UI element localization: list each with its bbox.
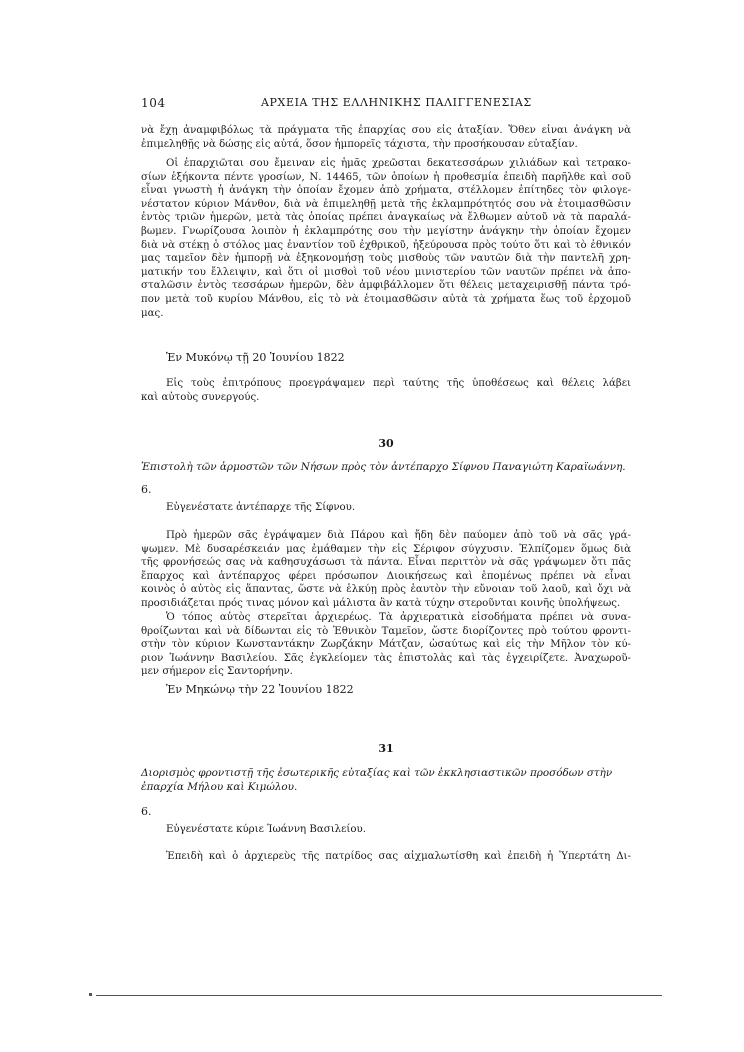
text-line: νὰ ἔχῃ ἀναμφιβόλως τὰ πράγματα τῆς ἐπαρχίας σου εἰς ἀταξίαν. Ὅθεν εἶναι ἀνάγκη νὰ [141, 125, 631, 136]
text-line: μας. [141, 307, 164, 319]
dateline-30 [141, 683, 631, 697]
document-title-31 [141, 766, 631, 793]
text-line: Εἰς τοὺς ἐπιτρόπους προεγράψαμεν περὶ ταύτης τῆς ὑποθέσεως καὶ θέλεις λάβει [166, 378, 631, 389]
salutation-text: Εὐγενέστατε ἀντέπαρχε τῆς Σίφνου. [166, 502, 356, 513]
source-ref-31: 6. [141, 805, 152, 818]
text-line: ἔπαρχος καὶ ἀντέπαρχος φέρει πρόσωπον Διοικήσεως καὶ ἑπομένως πρέπει νὰ εἶναι [141, 570, 631, 582]
text-line: ἐντὸς τριῶν ἡμερῶν, μετὰ τὰς ὁποίας πρέπει ἀναγκαίως νὰ ἔλθωμεν αὐτοῦ νὰ τὰ παραλά- [141, 212, 631, 224]
document-number-30: 30 [378, 437, 394, 450]
text-line: νέστατον κύριον Μάνθον, διὰ νὰ ἐπιμεληθῇ μετὰ τῆς ἐκλαμπρότητός σου νὰ ἑτοιμασθῶσιν [141, 198, 631, 210]
text-line: πον μετὰ τοῦ κυρίου Μάνθου, εἰς τὸ νὰ ἑτοιμασθῶσιν αὐτὰ τὰ χρήματα ἕως τοῦ ἐρχομοῦ [141, 293, 631, 305]
page-number: 104 [141, 96, 166, 110]
text-line: μεν σήμερον εἰς Σαντορήνην. [141, 666, 293, 678]
source-ref-30: 6. [141, 483, 152, 496]
text-line: προσιδιάζεται πρός τινας μόνον καὶ μάλιστα ἂν κατὰ τύχην στεροῦνται κοινῆς ὑπολήψεως. [141, 597, 621, 609]
note-paragraph [141, 377, 631, 404]
text-line: βωμεν. Γνωρίζουσα λοιπὸν ἡ ἐκλαμπρότης σου τὴν μεγίστην ἀνάγκην τὴν ὁποίαν ἔχομεν [141, 225, 631, 237]
text-line: θροίζωνται καὶ νὰ δίδωνται εἰς τὸ Ἐθνικὸν Ταμεῖον, ὥστε διορίζοντες πρὸ τούτου φροντι- [141, 625, 631, 637]
text-line: σίων ἑξήκοντα πέντε γροσίων, Ν. 14465, τῶν ὁποίων ἡ προθεσμία ἐπειδὴ παρῆλθε καὶ σοῦ [141, 171, 631, 183]
running-title: ΑΡΧΕΙΑ ΤΗΣ ΕΛΛΗΝΙΚΗΣ ΠΑΛΙΓΓΕΝΕΣΙΑΣ [261, 96, 532, 109]
paragraph-debts [141, 157, 631, 320]
text-line: κοινὸς ὁ αὐτὸς εἰς ἅπαντας, ὥστε νὰ ἑλκύῃ πρὸς ἑαυτὸν τὴν εὔνοιαν τοῦ λαοῦ, καὶ ὄχι νὰ [141, 584, 631, 596]
text-line: Ὁ τόπος αὐτὸς στερεῖται ἀρχιερέως. Τὰ ἀρχιερατικὰ εἰσοδήματα πρέπει νὰ συνα- [166, 612, 631, 623]
paragraph-30-1 [141, 529, 631, 611]
footer-rule [96, 995, 662, 996]
document-number-31: 31 [378, 742, 394, 755]
dateline-text: Ἐν Μηκώνῳ τὴν 22 Ἰουνίου 1822 [166, 683, 354, 696]
text-line: ματικήν του ἔλλειψιν, καὶ ὅτι οἱ μισθοὶ τοῦ νέου μινιστερίου τῶν ναυτῶν πρέπει νὰ ἀπο- [141, 266, 631, 278]
text-line: σταλῶσιν ἐντὸς τεσσάρων ἡμερῶν, δὲν ἀμφιβάλλομεν ὅτι θέλεις μεταχειρισθῇ πάντα τρό- [141, 280, 631, 292]
title-line: Διορισμὸς φροντιστῇ τῆς ἐσωτερικῆς εὐταξίας καὶ τῶν ἐκκλησιαστικῶν προσόδων στὴν [141, 767, 613, 779]
text-line: καὶ αὐτοὺς συνεργούς. [141, 391, 260, 403]
salutation-31 [141, 823, 631, 837]
continuation-paragraph [141, 124, 631, 151]
text-line: στὴν τὸν κύριον Κωνσταντάκην Ζωρζάκην Μάτζαν, ὡσαύτως καὶ εἰς τὴν Μῆλον τὸν κύ- [141, 639, 631, 651]
text-line: μας ταμεῖον δὲν ἠμπορῇ νὰ ἐξηκονομήσῃ τοὺς μισθοὺς τῶν ναυτῶν διὰ τὴν παντελῆ χρη- [141, 253, 631, 265]
text-line: τῆς φρονήσεώς σας νὰ καθησυχάσωσι τὰ πάντα. Εἶναι περιττὸν νὰ σᾶς γράψωμεν ὅτι πᾶς [141, 557, 631, 569]
title-line: ἐπαρχία Μήλου καὶ Κιμώλου. [141, 780, 298, 793]
document-title-30: Ἐπιστολὴ τῶν ἁρμοστῶν τῶν Νήσων πρὸς τὸν ἀντέπαρχο Σίφνου Παναγιώτη Καραϊωάννη. [141, 461, 626, 473]
salutation-text: Εὐγενέστατε κύριε Ἰωάννη Βασιλείου. [166, 824, 366, 835]
text-line: ψωμεν. Μὲ δυσαρέσκειάν μας ἐμάθαμεν τὴν εἰς Σέριφον σύγχυσιν. Ἐλπίζομεν ὅμως διὰ [141, 543, 631, 555]
paragraph-31-1 [141, 850, 631, 864]
text-line: Ἐπειδὴ καὶ ὁ ἀρχιερεὺς τῆς πατρίδος σας αἰχμαλωτίσθη καὶ ἐπειδὴ ἡ Ὑπερτάτη Δι- [166, 851, 631, 862]
paragraph-30-2 [141, 611, 631, 679]
text-line: εἶναι γνωστὴ ἡ ἀνάγκη τὴν ὁποίαν ἔχομεν ἀπὸ χρήματα, στέλλομεν ἐπίτηδες τὸν φιλογε- [141, 185, 631, 197]
text-line: Οἱ ἐπαρχιῶται σου ἔμειναν εἰς ἡμᾶς χρεῶσται δεκατεσσάρων χιλιάδων καὶ τετρακο- [166, 158, 631, 169]
running-header [141, 96, 631, 112]
text-line: ἐπιμεληθῇς νὰ δώσῃς εἰς αὐτά, ὅσον ἠμπορεῖς τάχιστα, τὴν προσήκουσαν εὐταξίαν. [141, 138, 578, 150]
text-line: Πρὸ ἡμερῶν σᾶς ἐγράψαμεν διὰ Πάρου καὶ ἤδη δὲν παύομεν ἀπὸ τοῦ νὰ σᾶς γρά- [166, 530, 631, 541]
text-line: ριον Ἰωάννην Βασιλείου. Σᾶς ἐγκλείομεν τὰς ἐπιστολὰς καὶ τὰς ἐγχειρίζετε. Ἀναχωροῦ- [141, 652, 631, 664]
salutation-30 [141, 501, 631, 515]
dateline-text: Ἐν Μυκόνῳ τῇ 20 Ἰουνίου 1822 [166, 351, 345, 364]
dateline-29 [141, 351, 631, 365]
scan-mark [89, 993, 92, 996]
text-line: διὰ νὰ στέκῃ ὁ στόλος μας ἐναντίον τοῦ ἐχθρικοῦ, ἠξεύρουσα πρὸς τούτο ὅτι καὶ τὸ ἐθνικόν [141, 239, 631, 251]
